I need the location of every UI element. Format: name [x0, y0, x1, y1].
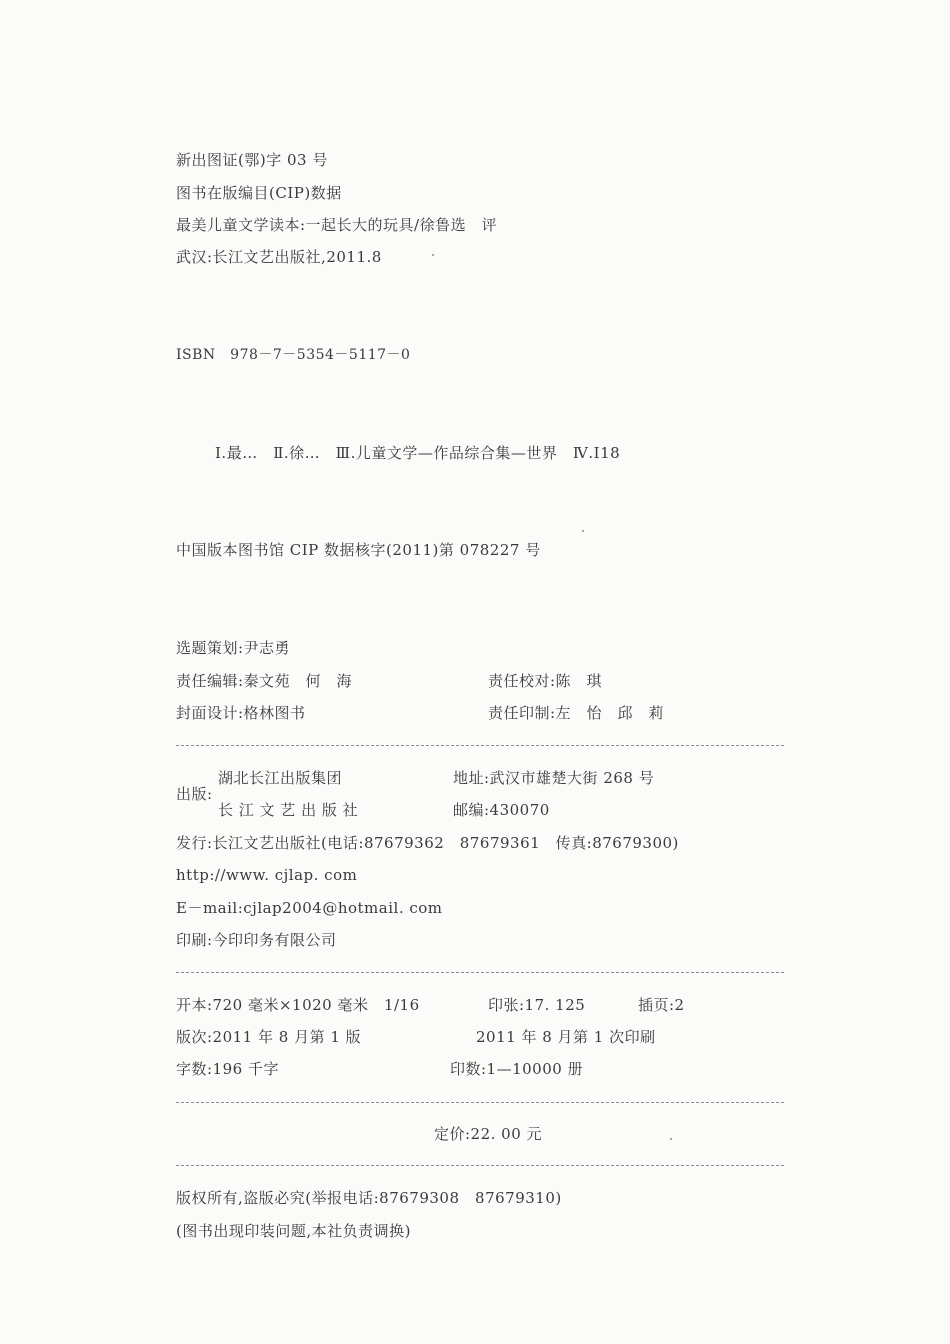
cip-heading: 图书在版编目(CIP)数据	[176, 184, 342, 202]
cover-design-credit: 封面设计:格林图书	[176, 704, 306, 722]
isbn: ISBN 978－7－5354－5117－0	[176, 347, 411, 363]
price: 定价:22. 00 元	[434, 1125, 543, 1143]
edition-spec: 版次:2011 年 8 月第 1 版	[176, 1028, 362, 1046]
planning-credit: 选题策划:尹志勇	[176, 639, 291, 657]
plates-spec: 插页:2	[638, 996, 685, 1014]
scan-speck	[582, 530, 584, 532]
sheets-spec: 印张:17. 125	[488, 996, 586, 1014]
divider	[176, 972, 784, 973]
proofreader-credit: 责任校对:陈 琪	[488, 672, 603, 690]
cip-verification: 中国版本图书馆 CIP 数据核字(2011)第 078227 号	[176, 541, 541, 559]
printer: 印刷:今印印务有限公司	[176, 931, 337, 949]
impression-spec: 2011 年 8 月第 1 次印刷	[476, 1028, 656, 1046]
publisher-house: 长 江 文 艺 出 版 社	[218, 801, 359, 819]
printing-supervisor-credit: 责任印制:左 怡 邱 莉	[488, 704, 665, 722]
editors-credit: 责任编辑:秦文苑 何 海	[176, 672, 353, 690]
cip-title-line: 最美儿童文学读本:一起长大的玩具/徐鲁选 评	[176, 216, 498, 234]
word-count-spec: 字数:196 千字	[176, 1060, 279, 1078]
email: E－mail:cjlap2004@hotmail. com	[176, 899, 443, 917]
website: http://www. cjlap. com	[176, 866, 358, 884]
publisher-group: 湖北长江出版集团	[218, 769, 343, 787]
cip-publisher-line: 武汉:长江文艺出版社,2011.8	[176, 248, 382, 266]
copyright-notice: 版权所有,盗版必究(举报电话:87679308 87679310)	[176, 1189, 562, 1207]
scan-speck	[670, 1138, 672, 1140]
publisher-label: 出版:	[176, 785, 213, 803]
format-spec: 开本:720 毫米×1020 毫米 1/16	[176, 996, 420, 1014]
license-number: 新出图证(鄂)字 03 号	[176, 151, 328, 169]
print-run-spec: 印数:1—10000 册	[450, 1060, 584, 1078]
scan-speck	[432, 254, 434, 256]
divider	[176, 1165, 784, 1166]
divider	[176, 1102, 784, 1103]
publisher-address: 地址:武汉市雄楚大街 268 号	[453, 769, 655, 787]
distribution-line: 发行:长江文艺出版社(电话:87679362 87679361 传真:87679300)	[176, 834, 679, 852]
classification: Ⅰ.最… Ⅱ.徐… Ⅲ.儿童文学—作品综合集—世界 Ⅳ.I18	[215, 444, 621, 462]
quality-note: (图书出现印装问题,本社负责调换)	[176, 1222, 411, 1240]
publisher-postcode: 邮编:430070	[453, 801, 550, 819]
divider	[176, 745, 784, 746]
